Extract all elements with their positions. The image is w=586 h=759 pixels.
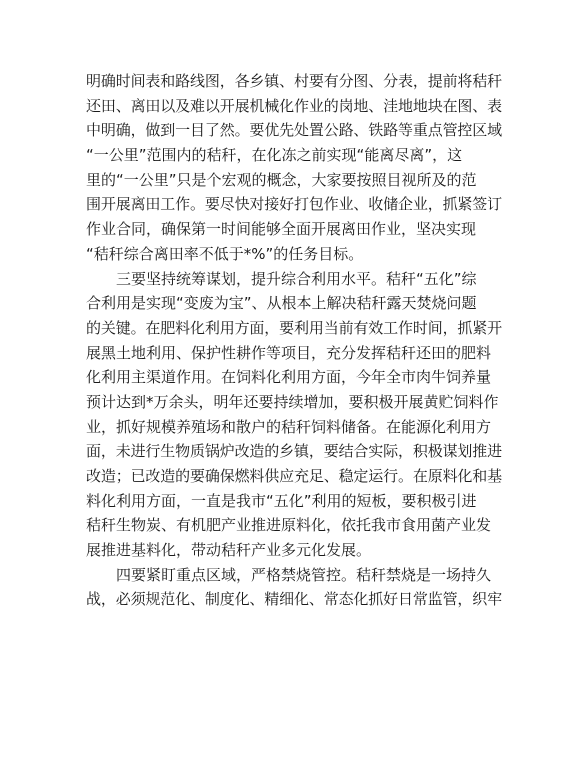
text-line: “秸秆综合离田率不低于*%”的任务目标。 xyxy=(86,244,364,263)
text-line: 业，抓好规模养殖场和散户的秸秆饲料储备。在能源化利用方 xyxy=(86,417,492,436)
text-line-first: 四要紧盯重点区域，严格禁烧管控。秸秆禁烧是一场持久 xyxy=(116,565,492,584)
text-line: 作业合同，确保第一时间能够全面开展离田作业，坚决实现 xyxy=(86,220,477,239)
text-line: 的关键。在肥料化利用方面，要利用当前有效工作时间，抓紧开 xyxy=(86,318,503,337)
text-line: 化利用主渠道作用。在饲料化利用方面，今年全市肉牛饲养量 xyxy=(86,368,492,387)
paragraph-2 xyxy=(86,267,502,563)
text-line-first: 三要坚持统筹谋划，提升综合利用水平。秸秆“五化”综 xyxy=(116,269,477,288)
document-body xyxy=(86,69,502,612)
text-line: 面，未进行生物质锅炉改造的乡镇，要结合实际，积极谋划推进 xyxy=(86,442,503,461)
text-line: “一公里”范围内的秸秆，在化冻之前实现“能离尽离”，这 xyxy=(86,146,463,165)
text-line: 中明确，做到一目了然。要优先处置公路、铁路等重点管控区域 xyxy=(86,121,503,140)
text-line: 展黑土地利用、保护性耕作等项目，充分发挥秸秆还田的肥料 xyxy=(86,343,492,362)
text-line: 预计达到*万余头，明年还要持续增加，要积极开展黄贮饲料作 xyxy=(86,392,499,411)
text-line: 战，必须规范化、制度化、精细化、常态化抓好日常监管，织牢 xyxy=(86,590,503,609)
paragraph-3 xyxy=(86,563,502,612)
text-line: 明确时间表和路线图，各乡镇、村要有分图、分表，提前将秸秆 xyxy=(86,72,503,90)
paragraph-1 xyxy=(86,69,502,267)
text-line: 料化利用方面，一直是我市“五化”利用的短板，要积极引进 xyxy=(86,491,477,510)
text-line: 改造；已改造的要确保燃料供应充足、稳定运行。在原料化和基 xyxy=(86,467,503,485)
text-line: 展推进基料化，带动秸秆产业多元化发展。 xyxy=(86,541,372,560)
text-line: 还田、离田以及难以开展机械化作业的岗地、洼地地块在图、表 xyxy=(86,96,503,115)
text-line: 里的“一公里”只是个宏观的概念，大家要按照目视所及的范 xyxy=(86,170,477,189)
text-line: 围开展离田工作。要尽快对接好打包作业、收储企业，抓紧签订 xyxy=(86,195,503,214)
text-line: 合利用是实现“变废为宝”、从根本上解决秸秆露天焚烧问题 xyxy=(86,294,477,313)
text-line: 秸秆生物炭、有机肥产业推进原料化，依托我市食用菌产业发 xyxy=(86,516,492,535)
